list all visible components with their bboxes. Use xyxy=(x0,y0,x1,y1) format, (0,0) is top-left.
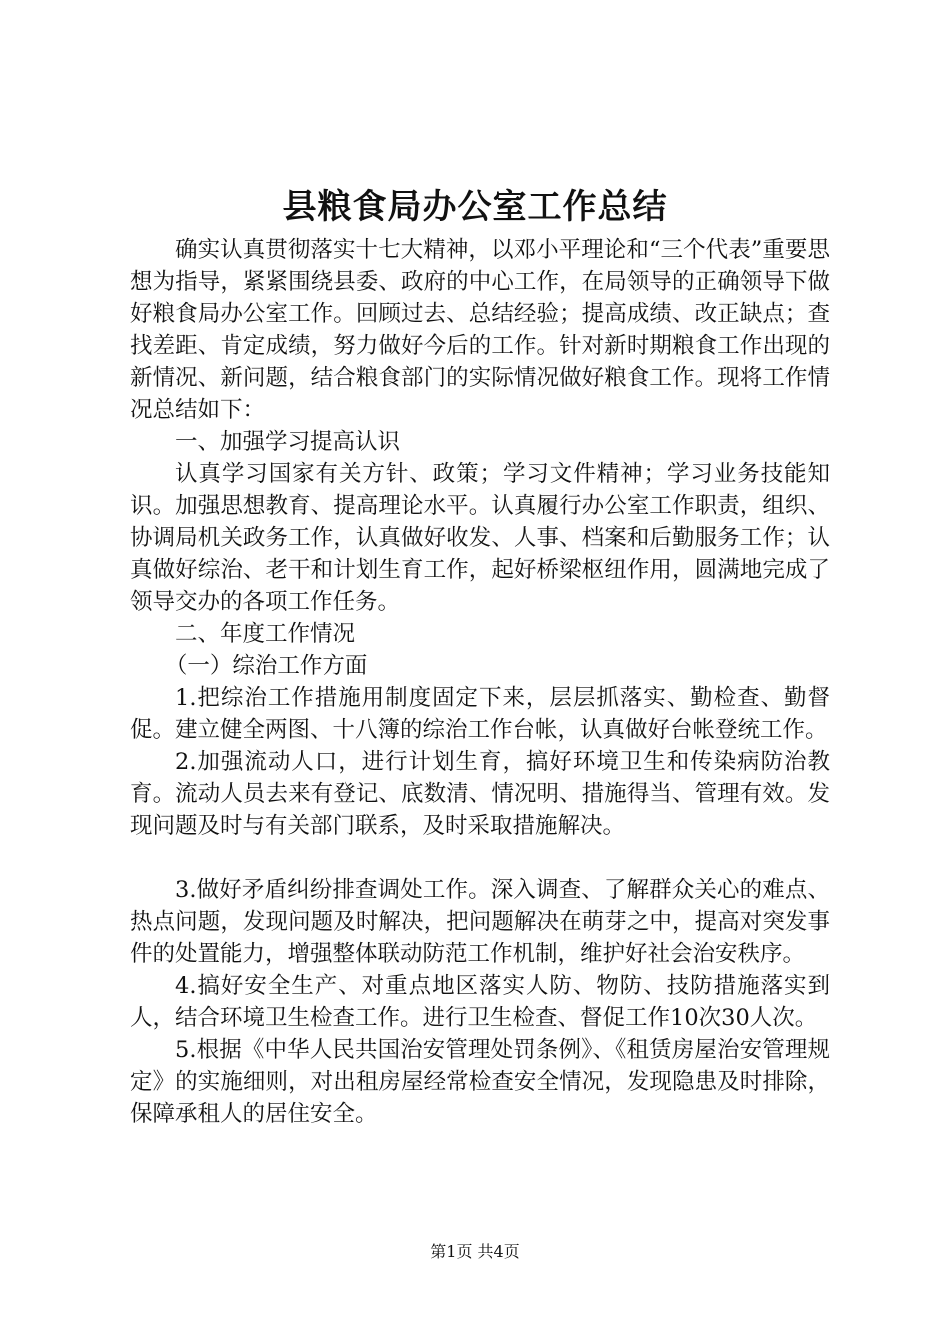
section-1-paragraph: 认真学习国家有关方针、政策；学习文件精神；学习业务技能知识。加强思想教育、提高理论水平。认真履行办公室工作职责，组织、协调局机关政务工作，认真做好收发、人事、档案和后勤服务工作；认真做好综治、老干和计划生育工作，起好桥梁枢纽作用，圆满地完成了领导交办的各项工作任务。 xyxy=(130,461,830,615)
page-footer xyxy=(0,1240,950,1264)
list-item-5: 5.根据《中华人民共国治安管理处罚条例》、《租赁房屋治安管理规定》的实施细则，对出租房屋经常检查安全情况，发现隐患及时排除，保障承租人的居住安全。 xyxy=(130,1037,830,1127)
list-item-3: 3.做好矛盾纠纷排查调处工作。深入调查、了解群众关心的难点、热点问题，发现问题及时解决，把问题解决在萌芽之中，提高对突发事件的处置能力，增强整体联动防范工作机制，维护好社会治安秩序。 xyxy=(130,877,830,967)
list-item-1: 1.把综治工作措施用制度固定下来，层层抓落实、勤检查、勤督促。建立健全两图、十八簿的综治工作台帐，认真做好台帐登统工作。 xyxy=(130,685,830,743)
section-heading-1: 一、加强学习提高认识 xyxy=(175,429,401,455)
list-item-4: 4.搞好安全生产、对重点地区落实人防、物防、技防措施落实到人，结合环境卫生检查工作。进行卫生检查、督促工作10次30人次。 xyxy=(130,973,830,1031)
document-title: 县粮食局办公室工作总结 xyxy=(282,187,668,227)
subsection-heading-1: （一）综治工作方面 xyxy=(164,653,368,679)
document-body xyxy=(130,234,830,1130)
list-item-2: 2.加强流动人口，进行计划生育，搞好环境卫生和传染病防治教育。流动人员去来有登记、底数清、情况明、措施得当、管理有效。发现问题及时与有关部门联系，及时采取措施解决。 xyxy=(130,749,830,839)
page-indicator: 第1页 共4页 xyxy=(430,1242,520,1261)
section-heading-2: 二、年度工作情况 xyxy=(175,621,356,647)
intro-paragraph: 确实认真贯彻落实十七大精神，以邓小平理论和“三个代表”重要思想为指导，紧紧围绕县委、政府的中心工作，在局领导的正确领导下做好粮食局办公室工作。回顾过去、总结经验；提高成绩、改正缺点；查找差距、肯定成绩，努力做好今后的工作。针对新时期粮食工作出现的新情况、新问题，结合粮食部门的实际情况做好粮食工作。现将工作情况总结如下： xyxy=(130,237,830,423)
